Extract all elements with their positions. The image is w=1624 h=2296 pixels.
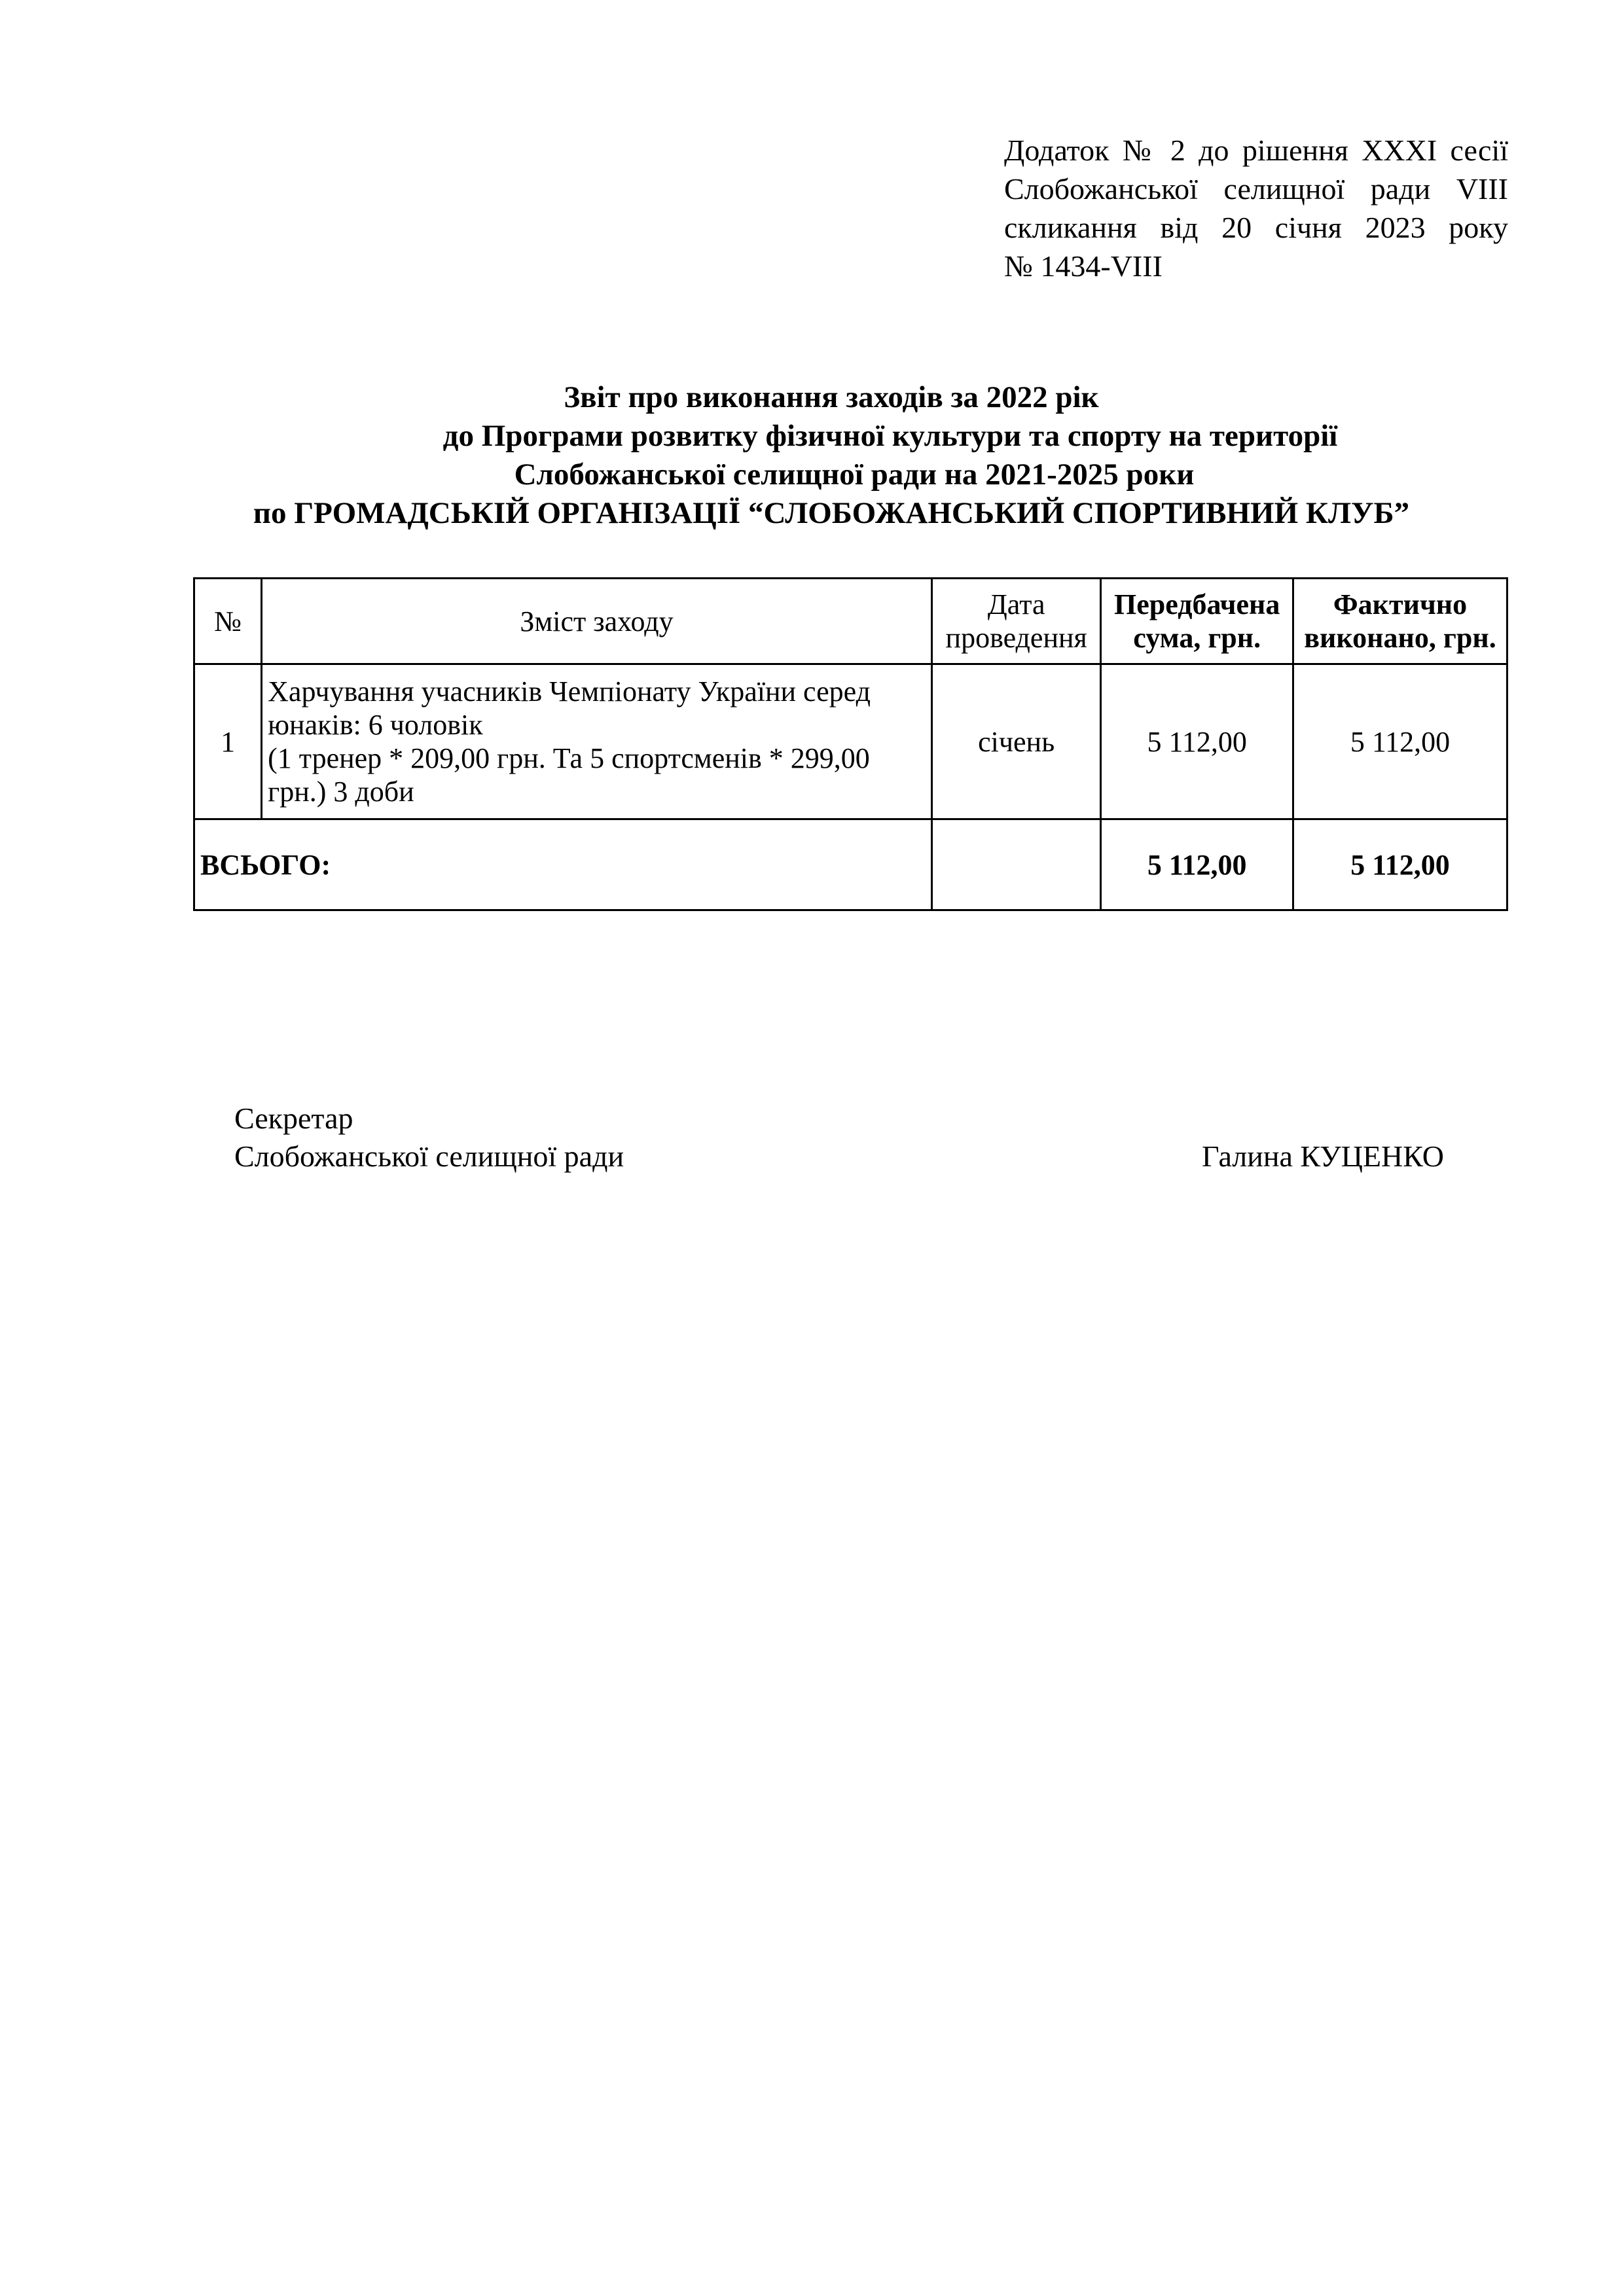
total-label: ВСЬОГО: [194, 819, 932, 910]
row-date: січень [931, 664, 1101, 819]
header-planned [1101, 579, 1293, 664]
header-planned-line-1: Передбачена [1114, 588, 1280, 620]
title-line-3: Слобожанської селищної ради на 2021-2025 роки [514, 457, 1195, 492]
report-table [193, 577, 1508, 911]
appendix-header [1004, 131, 1508, 285]
signature-position [234, 1100, 624, 1175]
title-line-4: по ГРОМАДСЬКІЙ ОРГАНІЗАЦІЇ “СЛОБОЖАНСЬКИЙ СПОРТИВНИЙ КЛУБ” [253, 496, 1410, 530]
header-actual [1293, 579, 1507, 664]
header-date-line-1: Дата [987, 588, 1045, 620]
table-total-row [194, 819, 1507, 910]
report-title [183, 378, 1479, 533]
row-planned: 5 112,00 [1101, 664, 1293, 819]
table-row [194, 664, 1507, 819]
appendix-line-2: Слобожанської селищної ради VIII [1004, 172, 1508, 206]
header-num: № [194, 579, 262, 664]
header-date-line-2: проведення [945, 622, 1087, 654]
title-line-2: до Програми розвитку фізичної культури та спорту на території [442, 419, 1338, 453]
appendix-line-3: скликання від 20 січня 2023 року [1004, 211, 1508, 244]
total-actual: 5 112,00 [1293, 819, 1507, 910]
row-content [262, 664, 932, 819]
header-date [931, 579, 1101, 664]
header-actual-line-2: виконано, грн. [1304, 622, 1496, 654]
signature-name: Галина КУЦЕНКО [1202, 1139, 1444, 1173]
row-content-line-1: Харчування учасників Чемпіонату України серед [268, 675, 871, 708]
appendix-line-1: Додаток № 2 до рішення XXXI сесії [1004, 134, 1508, 167]
appendix-line-4: № 1434-VIII [1004, 249, 1163, 283]
signature-position-line-1: Секретар [234, 1102, 353, 1135]
title-line-1: Звіт про виконання заходів за 2022 рік [564, 380, 1099, 414]
row-content-line-2: юнаків: 6 чоловік [268, 709, 483, 741]
signature-position-line-2: Слобожанської селищної ради [234, 1139, 624, 1173]
total-date-empty [931, 819, 1101, 910]
total-planned: 5 112,00 [1101, 819, 1293, 910]
row-actual: 5 112,00 [1293, 664, 1507, 819]
row-content-line-3: (1 тренер * 209,00 грн. Та 5 спортсменів * 299,00 [268, 742, 870, 774]
row-num: 1 [194, 664, 262, 819]
header-planned-line-2: сума, грн. [1133, 622, 1261, 654]
header-content: Зміст заходу [262, 579, 932, 664]
row-content-line-4: грн.) 3 доби [268, 776, 414, 808]
header-actual-line-1: Фактично [1333, 588, 1468, 620]
table-header-row [194, 579, 1507, 664]
